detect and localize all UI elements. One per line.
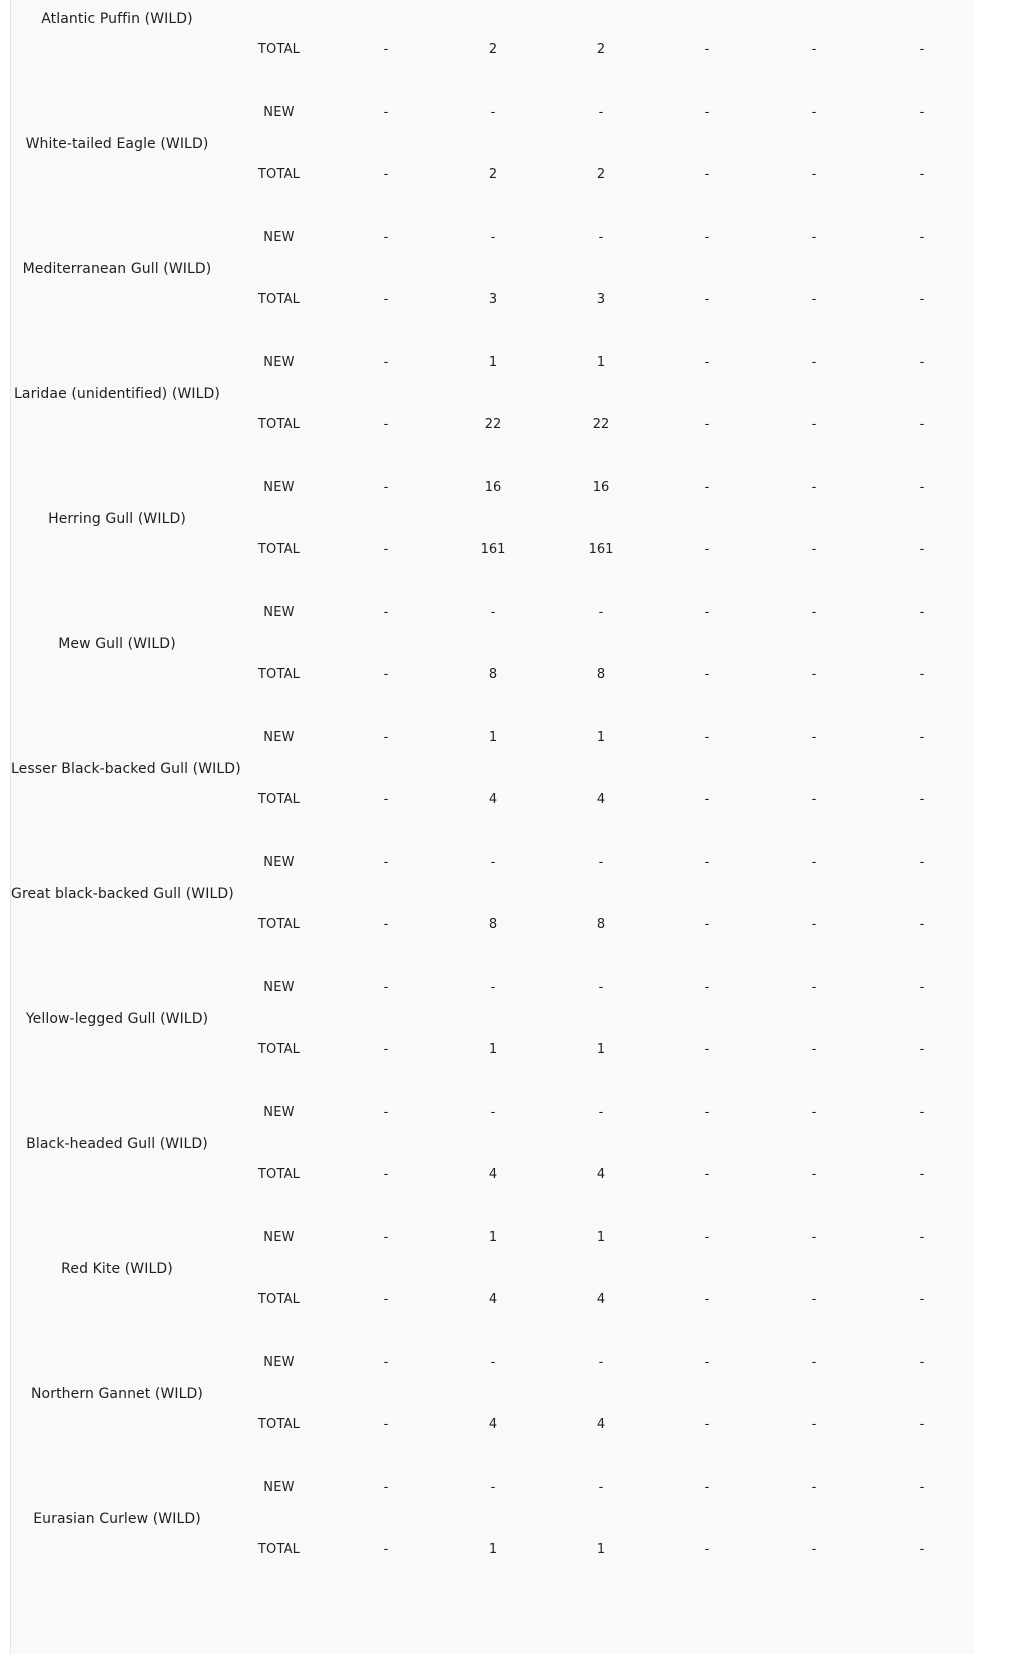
table-cell: - (704, 792, 710, 807)
table-row (11, 1165, 974, 1185)
table-cell: - (383, 1042, 389, 1057)
row-type-label: TOTAL (257, 542, 301, 557)
table-cell: 4 (488, 1167, 498, 1182)
table-cell: - (383, 42, 389, 57)
table-cell: - (383, 1292, 389, 1307)
row-type-label: TOTAL (257, 1542, 301, 1557)
table-cell: - (919, 1542, 925, 1557)
table-row (11, 415, 974, 435)
table-cell: - (598, 104, 604, 120)
table-cell: - (383, 417, 389, 432)
table-cell: - (704, 854, 710, 870)
table-cell: - (919, 542, 925, 557)
table-cell: - (811, 917, 817, 932)
table-cell: - (383, 104, 389, 120)
table-cell: - (490, 104, 496, 120)
row-type-label: TOTAL (257, 167, 301, 182)
table-cell: - (811, 1229, 817, 1245)
species-name: Atlantic Puffin (WILD) (41, 11, 193, 27)
table-cell: - (919, 354, 925, 370)
table-row (11, 978, 974, 998)
table-cell: - (383, 1167, 389, 1182)
species-name: Herring Gull (WILD) (48, 510, 186, 527)
table-cell: 4 (488, 1417, 498, 1432)
table-cell: - (383, 1417, 389, 1432)
table-cell: - (383, 729, 389, 745)
table-cell: 3 (488, 292, 498, 307)
table-cell: - (490, 979, 496, 995)
row-type-label: TOTAL (257, 667, 301, 682)
row-type-label: TOTAL (257, 917, 301, 932)
table-row (11, 228, 974, 248)
row-type-label: NEW (263, 854, 295, 870)
table-row (11, 1353, 974, 1373)
table-row (11, 165, 974, 185)
row-type-label: NEW (263, 729, 295, 745)
table-cell: - (704, 1292, 710, 1307)
table-cell: - (383, 292, 389, 307)
table-cell: - (811, 1167, 817, 1182)
species-name: Mew Gull (WILD) (58, 635, 176, 652)
table-row (11, 353, 974, 373)
table-cell: - (919, 42, 925, 57)
table-cell: 16 (484, 479, 502, 495)
species-name: Laridae (unidentified) (WILD) (13, 385, 220, 402)
table-row (11, 290, 974, 310)
table-cell: - (919, 1417, 925, 1432)
table-cell: 161 (480, 542, 506, 557)
species-name: Yellow-legged Gull (WILD) (25, 1010, 209, 1027)
table-cell: - (383, 542, 389, 557)
table-cell: - (919, 604, 925, 620)
table-cell: - (811, 479, 817, 495)
table-cell: - (598, 979, 604, 995)
row-type-label: NEW (263, 229, 295, 245)
table-cell: - (811, 604, 817, 620)
table-cell: - (919, 1229, 925, 1245)
table-cell: 1 (596, 1542, 606, 1557)
species-counts-table (10, 0, 974, 1654)
table-cell: - (919, 667, 925, 682)
table-cell: - (704, 1167, 710, 1182)
table-cell: - (383, 854, 389, 870)
table-cell: 4 (596, 1167, 606, 1182)
table-cell: - (704, 229, 710, 245)
table-cell: - (919, 917, 925, 932)
table-cell: - (383, 1354, 389, 1370)
table-cell: - (383, 1542, 389, 1557)
row-type-label: NEW (263, 1479, 295, 1495)
table-cell: - (704, 354, 710, 370)
table-row (11, 790, 974, 810)
table-cell: - (383, 479, 389, 495)
table-cell: - (704, 104, 710, 120)
table-cell: - (811, 417, 817, 432)
species-name: Red Kite (WILD) (61, 1260, 173, 1277)
table-cell: 4 (596, 1417, 606, 1432)
row-type-label: NEW (263, 1104, 295, 1120)
table-cell: 8 (596, 917, 606, 932)
row-type-label: TOTAL (257, 1167, 301, 1182)
table-cell: - (919, 167, 925, 182)
table-cell: - (919, 479, 925, 495)
table-cell: - (919, 1104, 925, 1120)
row-type-label: TOTAL (257, 1042, 301, 1057)
table-cell: - (919, 979, 925, 995)
table-cell: - (811, 1354, 817, 1370)
table-cell: 1 (596, 1042, 606, 1057)
table-cell: - (811, 354, 817, 370)
table-cell: - (811, 292, 817, 307)
table-cell: 2 (596, 42, 606, 57)
table-cell: - (919, 854, 925, 870)
table-cell: - (811, 42, 817, 57)
row-type-label: NEW (263, 479, 295, 495)
table-cell: - (704, 604, 710, 620)
table-cell: - (598, 1479, 604, 1495)
table-cell: - (704, 1417, 710, 1432)
table-cell: 4 (488, 1292, 498, 1307)
table-cell: 22 (484, 417, 502, 432)
table-cell: 16 (592, 479, 610, 495)
table-cell: - (383, 1479, 389, 1495)
table-row (11, 1103, 974, 1123)
table-cell: - (490, 229, 496, 245)
table-row (11, 665, 974, 685)
table-cell: 8 (488, 667, 498, 682)
table-cell: 1 (488, 1229, 498, 1245)
table-cell: - (704, 1479, 710, 1495)
table-cell: - (383, 604, 389, 620)
table-cell: - (919, 1167, 925, 1182)
table-cell: - (811, 792, 817, 807)
table-cell: - (490, 1479, 496, 1495)
row-type-label: TOTAL (257, 1292, 301, 1307)
row-type-label: TOTAL (257, 417, 301, 432)
table-row (11, 1228, 974, 1248)
table-cell: - (704, 1042, 710, 1057)
table-cell: - (811, 729, 817, 745)
table-cell: - (383, 917, 389, 932)
species-name: Black-headed Gull (WILD) (26, 1135, 208, 1152)
table-cell: - (704, 292, 710, 307)
table-cell: 8 (488, 917, 498, 932)
table-cell: 2 (596, 167, 606, 182)
table-cell: - (811, 167, 817, 182)
table-cell: - (919, 1292, 925, 1307)
table-cell: 161 (588, 542, 614, 557)
table-cell: - (704, 729, 710, 745)
table-cell: - (383, 354, 389, 370)
row-type-label: TOTAL (257, 42, 301, 57)
row-type-label: NEW (263, 104, 295, 120)
table-cell: - (919, 104, 925, 120)
table-cell: - (919, 729, 925, 745)
table-row (11, 103, 974, 123)
table-cell: 4 (596, 792, 606, 807)
species-name: Northern Gannet (WILD) (30, 1385, 203, 1402)
table-cell: - (704, 542, 710, 557)
table-row (11, 728, 974, 748)
table-row (11, 478, 974, 498)
table-cell: 1 (596, 729, 606, 745)
table-cell: - (919, 292, 925, 307)
table-row (11, 1540, 974, 1560)
table-cell: - (919, 1042, 925, 1057)
table-cell: - (919, 792, 925, 807)
table-cell: - (704, 1229, 710, 1245)
table-cell: - (919, 229, 925, 245)
table-cell: 1 (488, 354, 498, 370)
table-cell: - (383, 792, 389, 807)
table-row (11, 1478, 974, 1498)
table-cell: - (704, 1354, 710, 1370)
table-cell: - (811, 542, 817, 557)
table-cell: - (811, 1417, 817, 1432)
species-name: White-tailed Eagle (WILD) (25, 135, 209, 152)
row-type-label: NEW (263, 979, 295, 995)
table-cell: 3 (596, 292, 606, 307)
table-row (11, 40, 974, 60)
table-cell: - (811, 979, 817, 995)
table-cell: - (704, 1542, 710, 1557)
table-row (11, 1290, 974, 1310)
table-cell: - (811, 104, 817, 120)
table-cell: - (383, 167, 389, 182)
table-cell: - (919, 1479, 925, 1495)
table-row (11, 1415, 974, 1435)
table-cell: - (811, 1479, 817, 1495)
table-cell: 4 (488, 792, 498, 807)
table-cell: - (811, 854, 817, 870)
table-cell: - (383, 667, 389, 682)
table-cell: 4 (596, 1292, 606, 1307)
table-cell: - (811, 229, 817, 245)
table-row (11, 603, 974, 623)
table-cell: - (704, 479, 710, 495)
table-cell: - (919, 1354, 925, 1370)
table-cell: 2 (488, 42, 498, 57)
species-name: Great black-backed Gull (WILD) (11, 885, 234, 902)
species-name: Eurasian Curlew (WILD) (33, 1510, 201, 1527)
table-cell: 1 (488, 729, 498, 745)
table-cell: - (490, 1104, 496, 1120)
table-cell: 22 (592, 417, 610, 432)
table-cell: - (598, 229, 604, 245)
table-row (11, 915, 974, 935)
table-cell: - (490, 1354, 496, 1370)
row-type-label: TOTAL (257, 792, 301, 807)
table-cell: - (383, 1229, 389, 1245)
table-cell: - (811, 1042, 817, 1057)
table-cell: - (704, 1104, 710, 1120)
table-cell: - (704, 667, 710, 682)
row-type-label: NEW (263, 1229, 295, 1245)
table-cell: - (704, 979, 710, 995)
table-cell: 1 (488, 1542, 498, 1557)
table-cell: 1 (488, 1042, 498, 1057)
table-cell: - (811, 1104, 817, 1120)
species-name: Mediterranean Gull (WILD) (22, 260, 212, 277)
species-name: Lesser Black-backed Gull (WILD) (11, 760, 241, 777)
table-cell: - (919, 417, 925, 432)
table-cell: - (704, 42, 710, 57)
table-row (11, 1040, 974, 1060)
row-type-label: TOTAL (257, 292, 301, 307)
table-cell: - (598, 854, 604, 870)
table-cell: - (383, 1104, 389, 1120)
table-cell: - (490, 604, 496, 620)
table-cell: - (811, 1292, 817, 1307)
row-type-label: NEW (263, 1354, 295, 1370)
table-cell: - (704, 417, 710, 432)
table-cell: - (598, 1104, 604, 1120)
table-cell: - (704, 167, 710, 182)
table-cell: - (811, 667, 817, 682)
table-row (11, 853, 974, 873)
table-cell: 1 (596, 354, 606, 370)
table-cell: - (704, 917, 710, 932)
table-cell: - (383, 229, 389, 245)
table-cell: 8 (596, 667, 606, 682)
table-cell: 2 (488, 167, 498, 182)
table-cell: - (383, 979, 389, 995)
table-cell: - (598, 1354, 604, 1370)
table-cell: 1 (596, 1229, 606, 1245)
row-type-label: NEW (263, 354, 295, 370)
row-type-label: NEW (263, 604, 295, 620)
table-row (11, 540, 974, 560)
row-type-label: TOTAL (257, 1417, 301, 1432)
table-cell: - (490, 854, 496, 870)
table-cell: - (598, 604, 604, 620)
table-cell: - (811, 1542, 817, 1557)
